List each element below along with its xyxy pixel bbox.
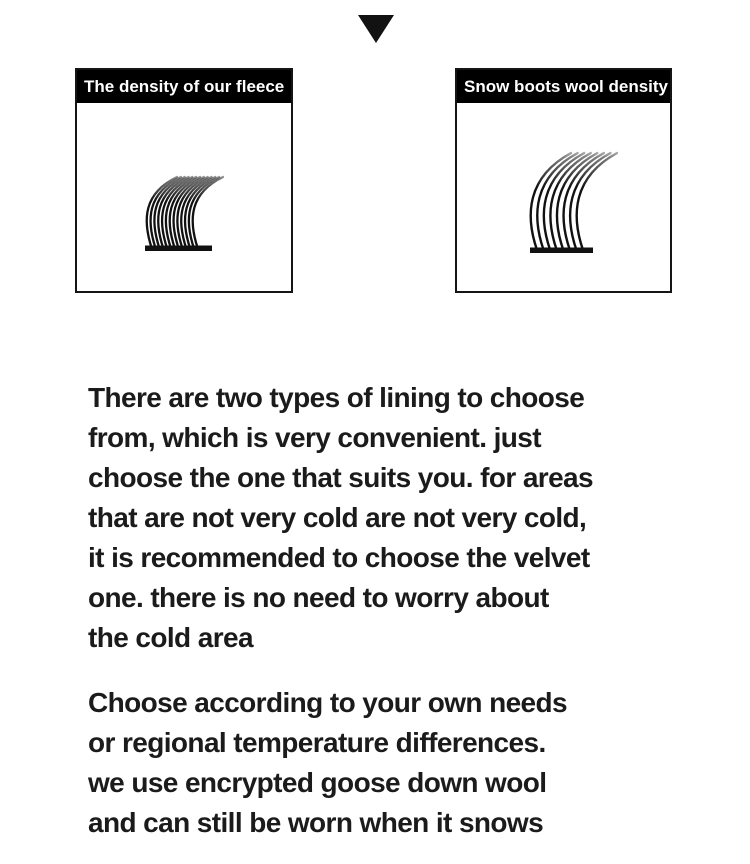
- down-triangle-icon: [358, 15, 394, 43]
- dense-strands-drawing: [77, 103, 291, 291]
- text-line: that are not very cold are not very cold,: [88, 502, 587, 533]
- text-line: the cold area: [88, 622, 253, 653]
- text-line: Choose according to your own needs: [88, 687, 567, 718]
- fleece-density-panel: [75, 68, 293, 293]
- wool-panel-title: Snow boots wool density: [457, 70, 670, 103]
- text-line: choose the one that suits you. for areas: [88, 462, 594, 493]
- text-line: one. there is no need to worry about: [88, 582, 549, 613]
- fleece-panel-title: The density of our fleece: [77, 70, 291, 103]
- text-line: from, which is very convenient. just: [88, 422, 541, 453]
- wool-strands-illustration: [457, 103, 670, 291]
- text-line: we use encrypted goose down wool: [88, 767, 547, 798]
- wool-density-panel: [455, 68, 672, 293]
- text-line: There are two types of lining to choose: [88, 382, 585, 413]
- text-line: and can still be worn when it snows: [88, 807, 544, 838]
- fleece-strands-illustration: [77, 103, 291, 291]
- description-paragraph-2: [88, 683, 567, 843]
- text-line: it is recommended to choose the velvet: [88, 542, 590, 573]
- sparse-strands-drawing: [457, 103, 670, 291]
- text-line: or regional temperature differences.: [88, 727, 546, 758]
- description-paragraph-1: [88, 378, 593, 658]
